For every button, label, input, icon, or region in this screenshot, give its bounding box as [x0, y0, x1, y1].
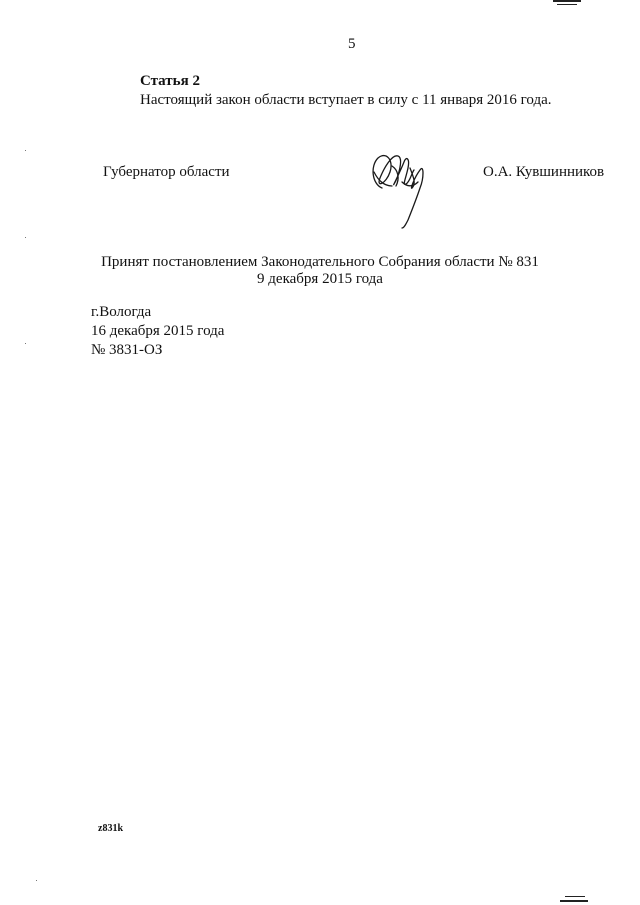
footer-city: г.Вологда — [91, 304, 152, 320]
scan-mark-top — [553, 0, 581, 2]
footer-law-number: № 3831-ОЗ — [91, 342, 163, 358]
adoption-line-1: Принят постановлением Законодательного Собрания области № 831 — [101, 254, 539, 270]
scan-mark-bottom — [560, 900, 588, 902]
scan-speck — [25, 237, 26, 238]
scan-mark-top-2 — [557, 4, 577, 5]
article-title: Статья 2 — [140, 73, 200, 89]
handwritten-signature — [366, 148, 432, 230]
footer-date: 16 декабря 2015 года — [91, 323, 225, 339]
file-code: z831k — [98, 823, 123, 834]
scan-speck — [25, 343, 26, 344]
adoption-line-2: 9 декабря 2015 года — [257, 271, 383, 287]
scan-mark-bottom-2 — [565, 896, 585, 897]
article-text: Настоящий закон области вступает в силу с 11 января 2016 года. — [140, 92, 552, 108]
page-number: 5 — [348, 36, 356, 52]
governor-title: Губернатор области — [103, 164, 230, 180]
scan-speck — [36, 880, 37, 881]
governor-name: О.А. Кувшинников — [483, 164, 605, 180]
scan-speck — [25, 150, 26, 151]
